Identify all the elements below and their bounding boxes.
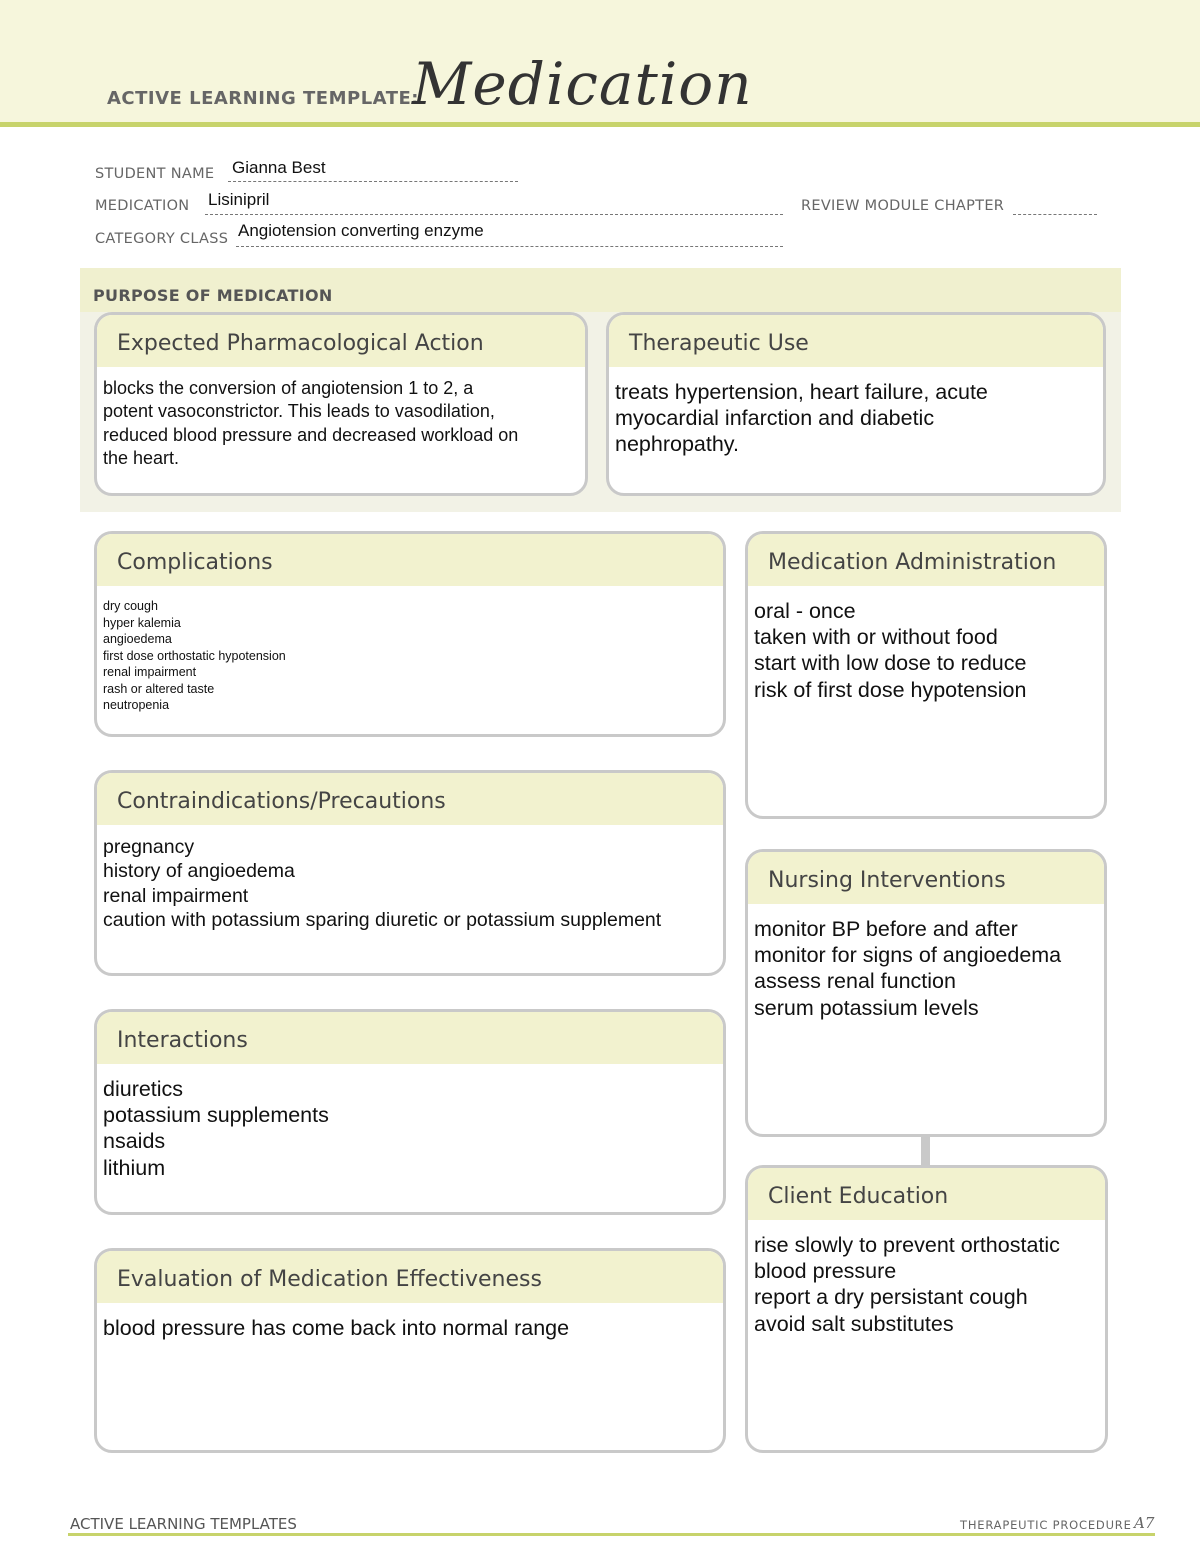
interactions-box bbox=[94, 1009, 726, 1215]
box-connector bbox=[921, 1136, 930, 1166]
therapeutic-use-line: myocardial infarction and diabetic bbox=[615, 406, 935, 431]
nursing-line: monitor BP before and after bbox=[754, 917, 1018, 941]
review-module-field[interactable] bbox=[1013, 214, 1097, 215]
student-name-line bbox=[228, 181, 518, 182]
expected-action-box bbox=[94, 312, 588, 496]
nursing-title: Nursing Interventions bbox=[748, 852, 1104, 904]
template-label: ACTIVE LEARNING TEMPLATE: bbox=[107, 88, 419, 109]
complications-box bbox=[94, 531, 726, 737]
contraindications-line: caution with potassium sparing diuretic or potassium supplement bbox=[103, 909, 662, 932]
administration-box bbox=[745, 531, 1107, 819]
page-title: Medication bbox=[412, 50, 753, 118]
footer-label: ACTIVE LEARNING TEMPLATES bbox=[70, 1515, 297, 1533]
education-line: rise slowly to prevent orthostatic bbox=[754, 1233, 1060, 1257]
student-name-field[interactable]: Gianna Best bbox=[232, 158, 326, 177]
expected-action-text[interactable] bbox=[97, 367, 585, 471]
complications-line: angioedema bbox=[103, 632, 172, 646]
therapeutic-use-text[interactable] bbox=[609, 367, 1103, 458]
complications-line: rash or altered taste bbox=[103, 681, 215, 696]
expected-action-line: the heart. bbox=[103, 448, 180, 469]
administration-line: taken with or without food bbox=[754, 625, 998, 650]
education-line: avoid salt substitutes bbox=[754, 1311, 954, 1336]
education-box bbox=[745, 1165, 1108, 1453]
education-line: report a dry persistant cough bbox=[754, 1285, 1028, 1310]
evaluation-title: Evaluation of Medication Effectiveness bbox=[97, 1251, 723, 1303]
contraindications-line: pregnancy bbox=[103, 836, 195, 858]
complications-line: neutropenia bbox=[103, 698, 170, 712]
contraindications-text[interactable] bbox=[97, 825, 723, 933]
complications-line: dry cough bbox=[103, 599, 158, 613]
administration-title: Medication Administration bbox=[748, 534, 1104, 586]
interactions-line: potassium supplements bbox=[103, 1103, 329, 1128]
contraindications-line: history of angioedema bbox=[103, 860, 295, 883]
therapeutic-use-line: treats hypertension, heart failure, acute bbox=[615, 380, 988, 404]
category-class-line bbox=[236, 246, 783, 247]
evaluation-text[interactable] bbox=[97, 1303, 723, 1341]
header-rule bbox=[0, 122, 1200, 127]
category-class-label: CATEGORY CLASS bbox=[95, 231, 229, 247]
evaluation-line: blood pressure has come back into normal range bbox=[103, 1316, 570, 1340]
nursing-box bbox=[745, 849, 1107, 1137]
education-text[interactable] bbox=[748, 1220, 1105, 1337]
interactions-text[interactable] bbox=[97, 1064, 723, 1181]
administration-text[interactable] bbox=[748, 586, 1104, 703]
education-title: Client Education bbox=[748, 1168, 1105, 1220]
interactions-title: Interactions bbox=[97, 1012, 723, 1064]
interactions-line: nsaids bbox=[103, 1129, 166, 1154]
nursing-line: monitor for signs of angioedema bbox=[754, 943, 1062, 968]
page-number: A7 bbox=[1134, 1514, 1155, 1532]
complications-line: first dose orthostatic hypotension bbox=[103, 648, 286, 663]
expected-action-title: Expected Pharmacological Action bbox=[97, 315, 585, 367]
nursing-line: assess renal function bbox=[754, 969, 956, 994]
interactions-line: lithium bbox=[103, 1155, 166, 1180]
education-line: blood pressure bbox=[754, 1259, 897, 1284]
contraindications-line: renal impairment bbox=[103, 884, 249, 907]
contraindications-title: Contraindications/Precautions bbox=[97, 773, 723, 825]
expected-action-line: potent vasoconstrictor. This leads to vasodilation, bbox=[103, 401, 495, 422]
complications-line: renal impairment bbox=[103, 665, 197, 679]
evaluation-box bbox=[94, 1248, 726, 1453]
medication-field[interactable]: Lisinipril bbox=[208, 190, 270, 209]
nursing-text[interactable] bbox=[748, 904, 1104, 1021]
medication-line bbox=[205, 214, 783, 215]
expected-action-line: blocks the conversion of angiotension 1 to 2, a bbox=[103, 378, 474, 398]
expected-action-line: reduced blood pressure and decreased workload on bbox=[103, 424, 519, 445]
administration-line: start with low dose to reduce bbox=[754, 651, 1027, 676]
complications-line: hyper kalemia bbox=[103, 615, 181, 630]
category-class-field[interactable]: Angiotension converting enzyme bbox=[238, 221, 484, 240]
administration-line: risk of first dose hypotension bbox=[754, 677, 1027, 702]
interactions-line: diuretics bbox=[103, 1077, 184, 1101]
footer-section: THERAPEUTIC PROCEDURE bbox=[960, 1518, 1132, 1532]
complications-text[interactable] bbox=[97, 586, 723, 714]
therapeutic-use-box bbox=[606, 312, 1106, 496]
review-module-label: REVIEW MODULE CHAPTER bbox=[801, 198, 1005, 214]
therapeutic-use-title: Therapeutic Use bbox=[609, 315, 1103, 367]
complications-title: Complications bbox=[97, 534, 723, 586]
contraindications-box bbox=[94, 770, 726, 976]
administration-line: oral - once bbox=[754, 599, 856, 623]
student-name-label: STUDENT NAME bbox=[95, 166, 215, 182]
medication-label: MEDICATION bbox=[95, 198, 190, 214]
purpose-label: PURPOSE OF MEDICATION bbox=[93, 286, 333, 305]
footer-rule bbox=[68, 1533, 1155, 1536]
nursing-line: serum potassium levels bbox=[754, 995, 979, 1020]
therapeutic-use-line: nephropathy. bbox=[615, 432, 739, 457]
